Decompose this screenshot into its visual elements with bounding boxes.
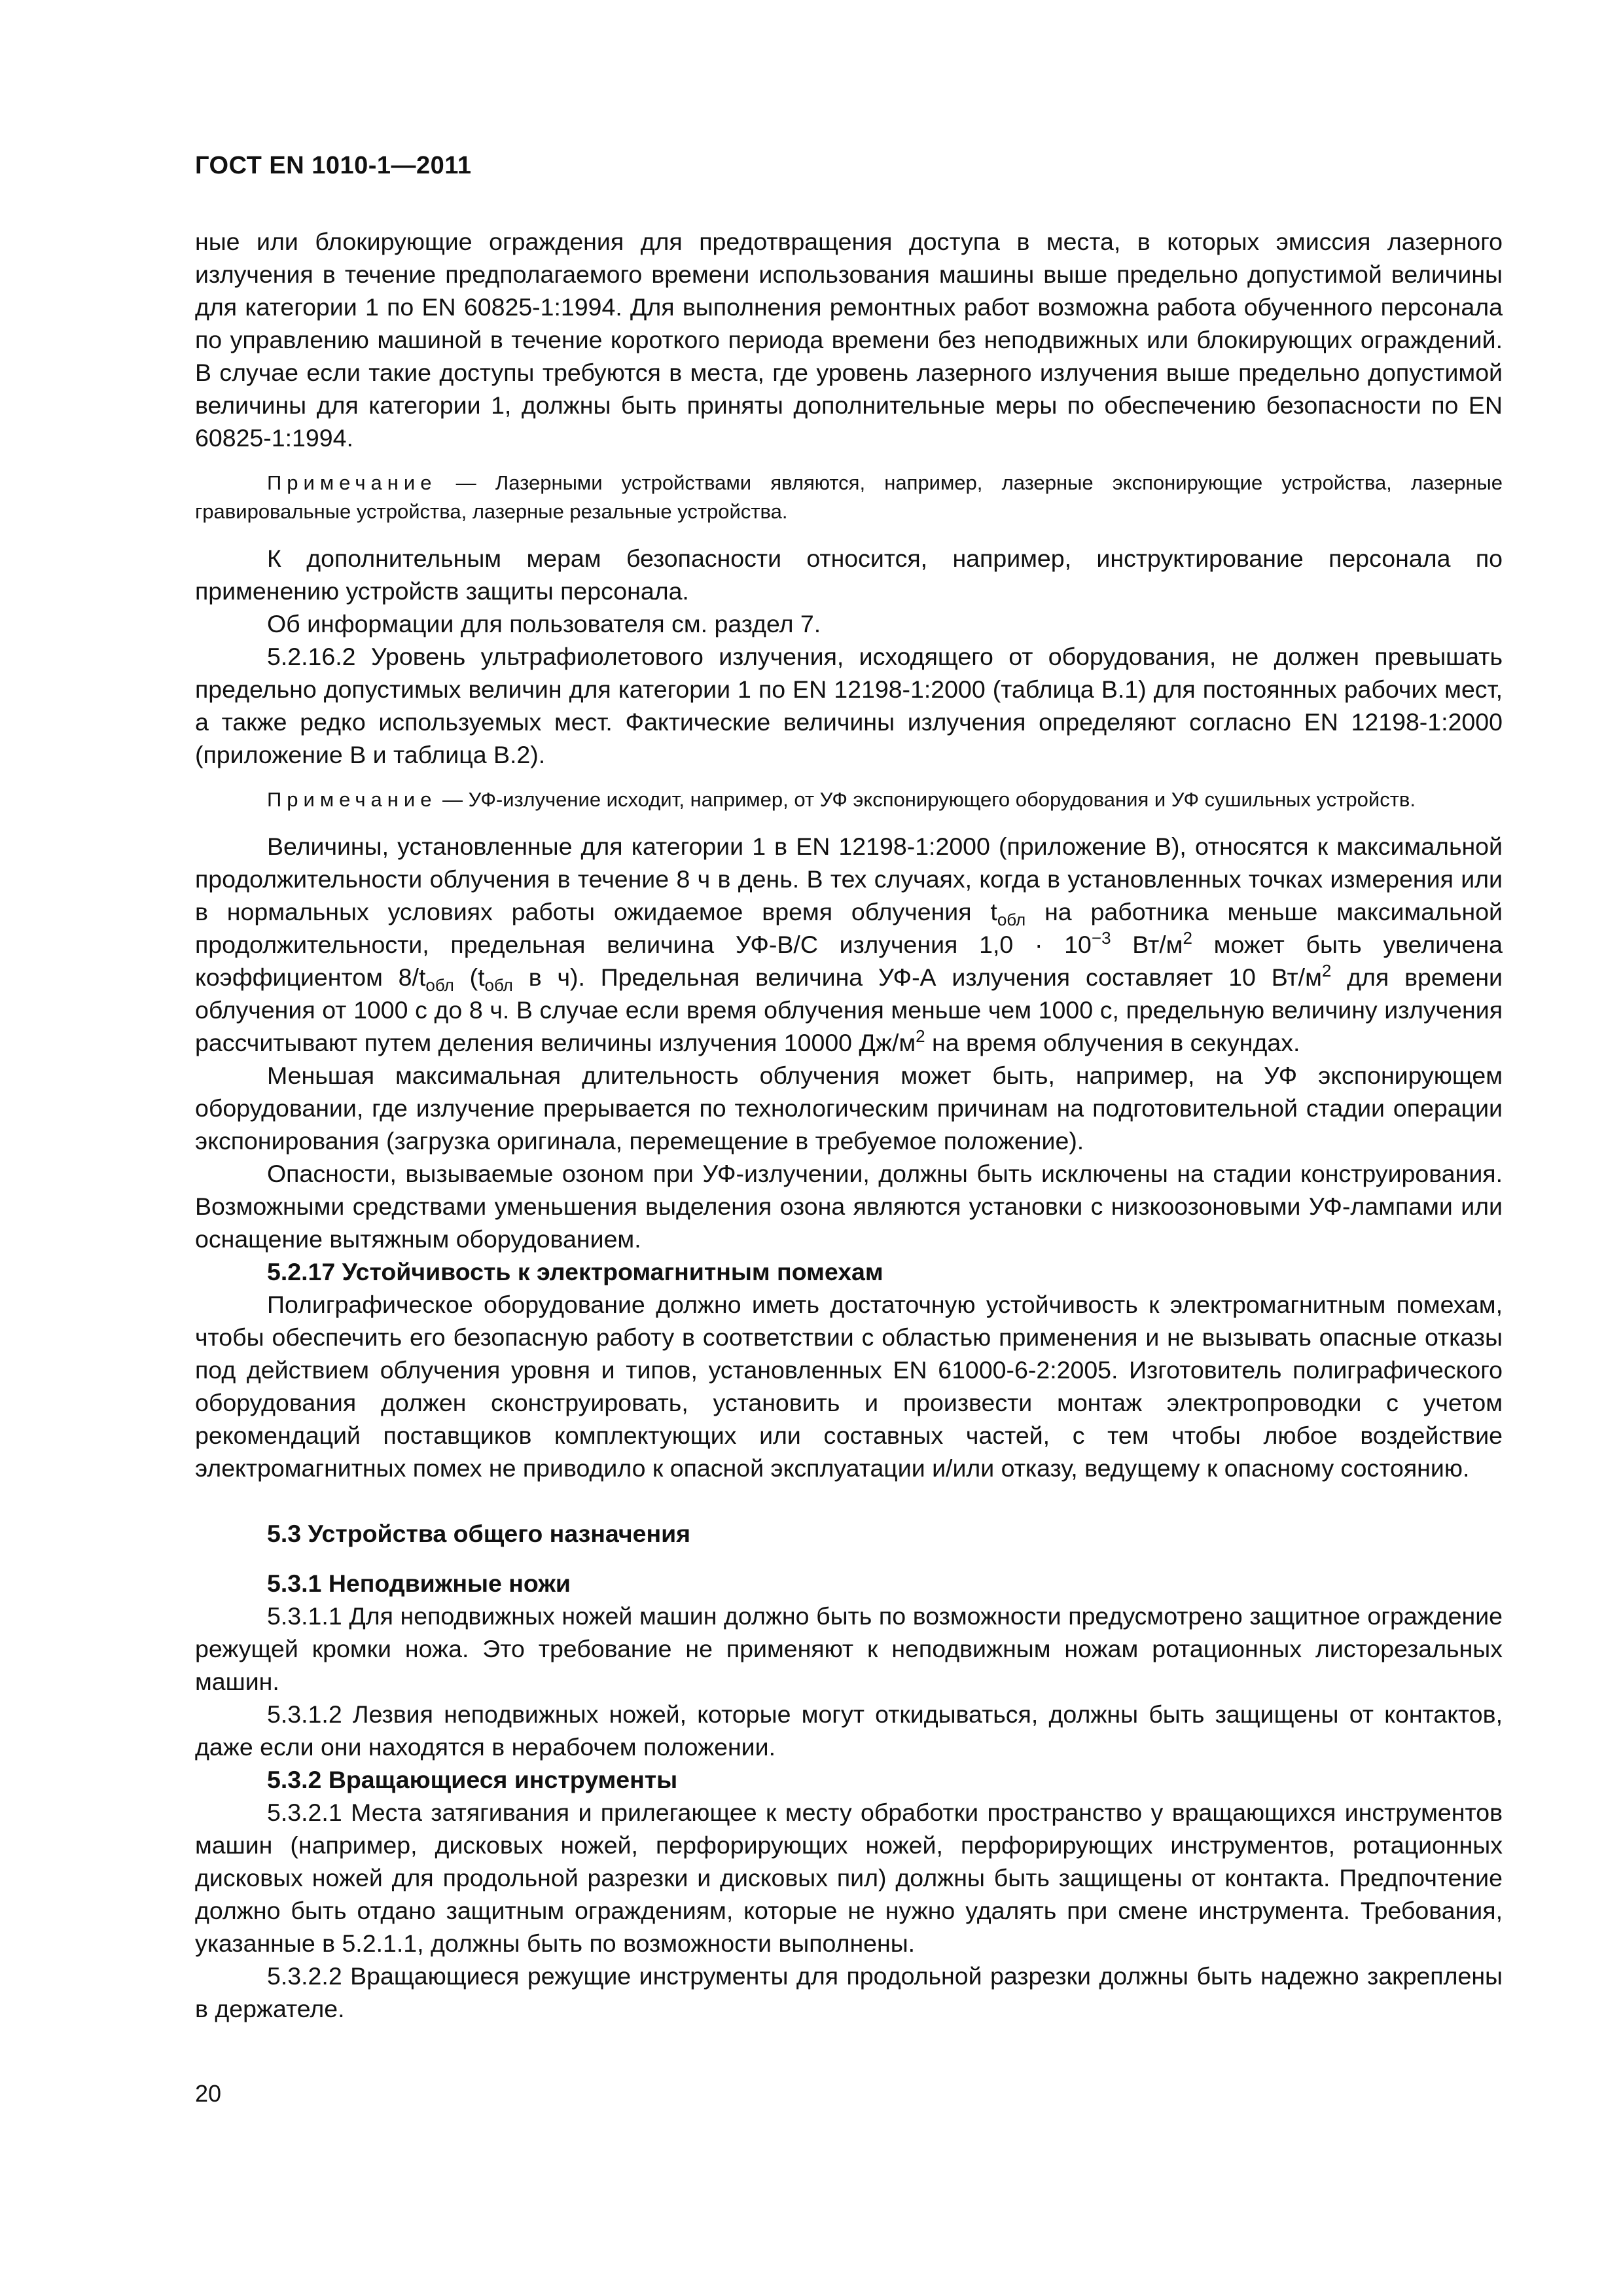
- note-text: — УФ-излучение исходит, например, от УФ экспонирующего оборудования и УФ сушильных устройств.: [437, 788, 1416, 811]
- superscript: 2: [1183, 928, 1192, 948]
- paragraph-additional-measures: К дополнительным мерам безопасности относится, например, инструктирование персонала по применению устройств защиты персонала.: [195, 545, 1503, 605]
- superscript: 2: [916, 1026, 925, 1046]
- note-uv-sources: [195, 785, 1503, 814]
- page-number: 20: [195, 2080, 222, 2107]
- paragraph-shorter-exposure: Меньшая максимальная длительность облучения может быть, например, на УФ экспонирующем оборудовании, где излучение прерывается по технологическим причинам на подготовительной стадии операции экспонирования (загрузка оригинала, перемещение в требуемое положение).: [195, 1062, 1503, 1155]
- note-text: — Лазерными устройствами являются, например, лазерные экспонирующие устройства, лазерные гравировальные устройства, лазерные резальные устройства.: [195, 471, 1503, 523]
- paragraph-5-3-2-2: 5.3.2.2 Вращающиеся режущие инструменты для продольной разрезки должны быть надежно закреплены в держателе.: [195, 1962, 1503, 2022]
- text-run: для времени облучения от 1000 с до 8 ч. В случае если время облучения меньше чем 1000 с, предельную величину излучения рассчитывают путем деления величины излучения 10000 Дж/м: [195, 963, 1503, 1056]
- subscript: обл: [484, 975, 513, 995]
- paragraph-5-2-16-2: 5.2.16.2 Уровень ультрафиолетового излучения, исходящего от оборудования, не должен превышать предельно допустимых величин для категории 1 по EN 12198-1:2000 (таблица В.1) для постоянных рабочих мест, а также редко используемых мест. Фактические величины излучения определяют согласно EN 12198-1:2000 (приложение В и таблица В.2).: [195, 643, 1503, 768]
- subscript: обл: [425, 975, 454, 995]
- text-run: в ч). Предельная величина УФ-А излучения составляет 10 Вт/м: [512, 963, 1322, 991]
- text-run: Величины, установленные для категории 1 в EN 12198-1:2000 (приложение В), относятся к максимальной продолжительности облучения в течение 8 ч в день. В тех случаях, когда в установленных точках измерения или в нормальных условиях работы ожидаемое время облучения t: [195, 833, 1503, 925]
- subscript: обл: [997, 910, 1026, 929]
- paragraph-5-3-1-1: 5.3.1.1 Для неподвижных ножей машин должно быть по возможности предусмотрено защитное ограждение режущей кромки ножа. Это требование не применяют к неподвижным ножам ротационных листорезальных машин.: [195, 1602, 1503, 1695]
- paragraph-5-3-1-2: 5.3.1.2 Лезвия неподвижных ножей, которые могут откидываться, должны быть защищены от контактов, даже если они находятся в нерабочем положении.: [195, 1700, 1503, 1761]
- paragraph-ozone-hazards: Опасности, вызываемые озоном при УФ-излучении, должны быть исключены на стадии конструирования. Возможными средствами уменьшения выделения озона являются установки с низкоозоновыми УФ-лампами или оснащение вытяжным оборудованием.: [195, 1160, 1503, 1253]
- paragraph-laser-guards: ные или блокирующие ограждения для предотвращения доступа в места, в которых эмиссия лазерного излучения в течение предполагаемого времени использования машины выше предельно допустимой величины для категории 1 по EN 60825-1:1994. Для выполнения ремонтных работ возможна работа обученного персонала по управлению машиной в течение короткого периода времени без неподвижных или блокирующих ограждений. В случае если такие доступы требуются в места, где уровень лазерного излучения выше предельно допустимой величины для категории 1, должны быть приняты дополнительные меры по обеспечению безопасности по EN 60825-1:1994.: [195, 228, 1503, 452]
- superscript: 2: [1321, 961, 1332, 980]
- note-laser-devices: [195, 469, 1503, 526]
- document-body: [195, 225, 1503, 2025]
- document-header: ГОСТ EN 1010-1—2011: [195, 152, 472, 179]
- text-run: на время облучения в секундах.: [925, 1029, 1300, 1056]
- note-label: Примечание: [267, 471, 437, 494]
- text-run: Вт/м: [1111, 931, 1183, 958]
- text-run: (t: [454, 963, 485, 991]
- text-run: может быть увеличена коэффициентом 8/t: [195, 931, 1503, 991]
- heading-5-2-17: 5.2.17 Устойчивость к электромагнитным помехам: [267, 1258, 883, 1285]
- text-run: на работника меньше максимальной продолжительности, предельная величина УФ-В/С излучения 1,0 · 10: [195, 898, 1503, 958]
- paragraph-emc: Полиграфическое оборудование должно иметь достаточную устойчивость к электромагнитным помехам, чтобы обеспечить его безопасную работу в соответствии с областью применения и не вызывать опасные отказы под действием облучения уровня и типов, установленных EN 61000-6-2:2005. Изготовитель полиграфического оборудования должен сконструировать, установить и произвести монтаж электропроводки с учетом рекомендаций поставщиков комплектующих или составных частей, с тем чтобы любое воздействие электромагнитных помех не приводило к опасной эксплуатации и/или отказу, ведущему к опасному состоянию.: [195, 1291, 1503, 1482]
- heading-5-3-1: 5.3.1 Неподвижные ножи: [267, 1570, 571, 1597]
- paragraph-user-info: Об информации для пользователя см. раздел 7.: [267, 610, 821, 637]
- heading-5-3-2: 5.3.2 Вращающиеся инструменты: [267, 1766, 678, 1793]
- superscript: −3: [1091, 928, 1111, 948]
- heading-5-3: 5.3 Устройства общего назначения: [267, 1520, 691, 1547]
- note-label: Примечание: [267, 788, 437, 811]
- paragraph-uv-limits: [195, 830, 1503, 1059]
- paragraph-5-3-2-1: 5.3.2.1 Места затягивания и прилегающее к месту обработки пространство у вращающихся инструментов машин (например, дисковых ножей, перфорирующих ножей, перфорирующих инструментов, ротационных дисковых ножей для продольной разрезки и дисковых пил) должны быть защищены от контакта. Предпочтение должно быть отдано защитным ограждениям, которые не нужно удалять при смене инструмента. Требования, указанные в 5.2.1.1, должны быть по возможности выполнены.: [195, 1799, 1503, 1957]
